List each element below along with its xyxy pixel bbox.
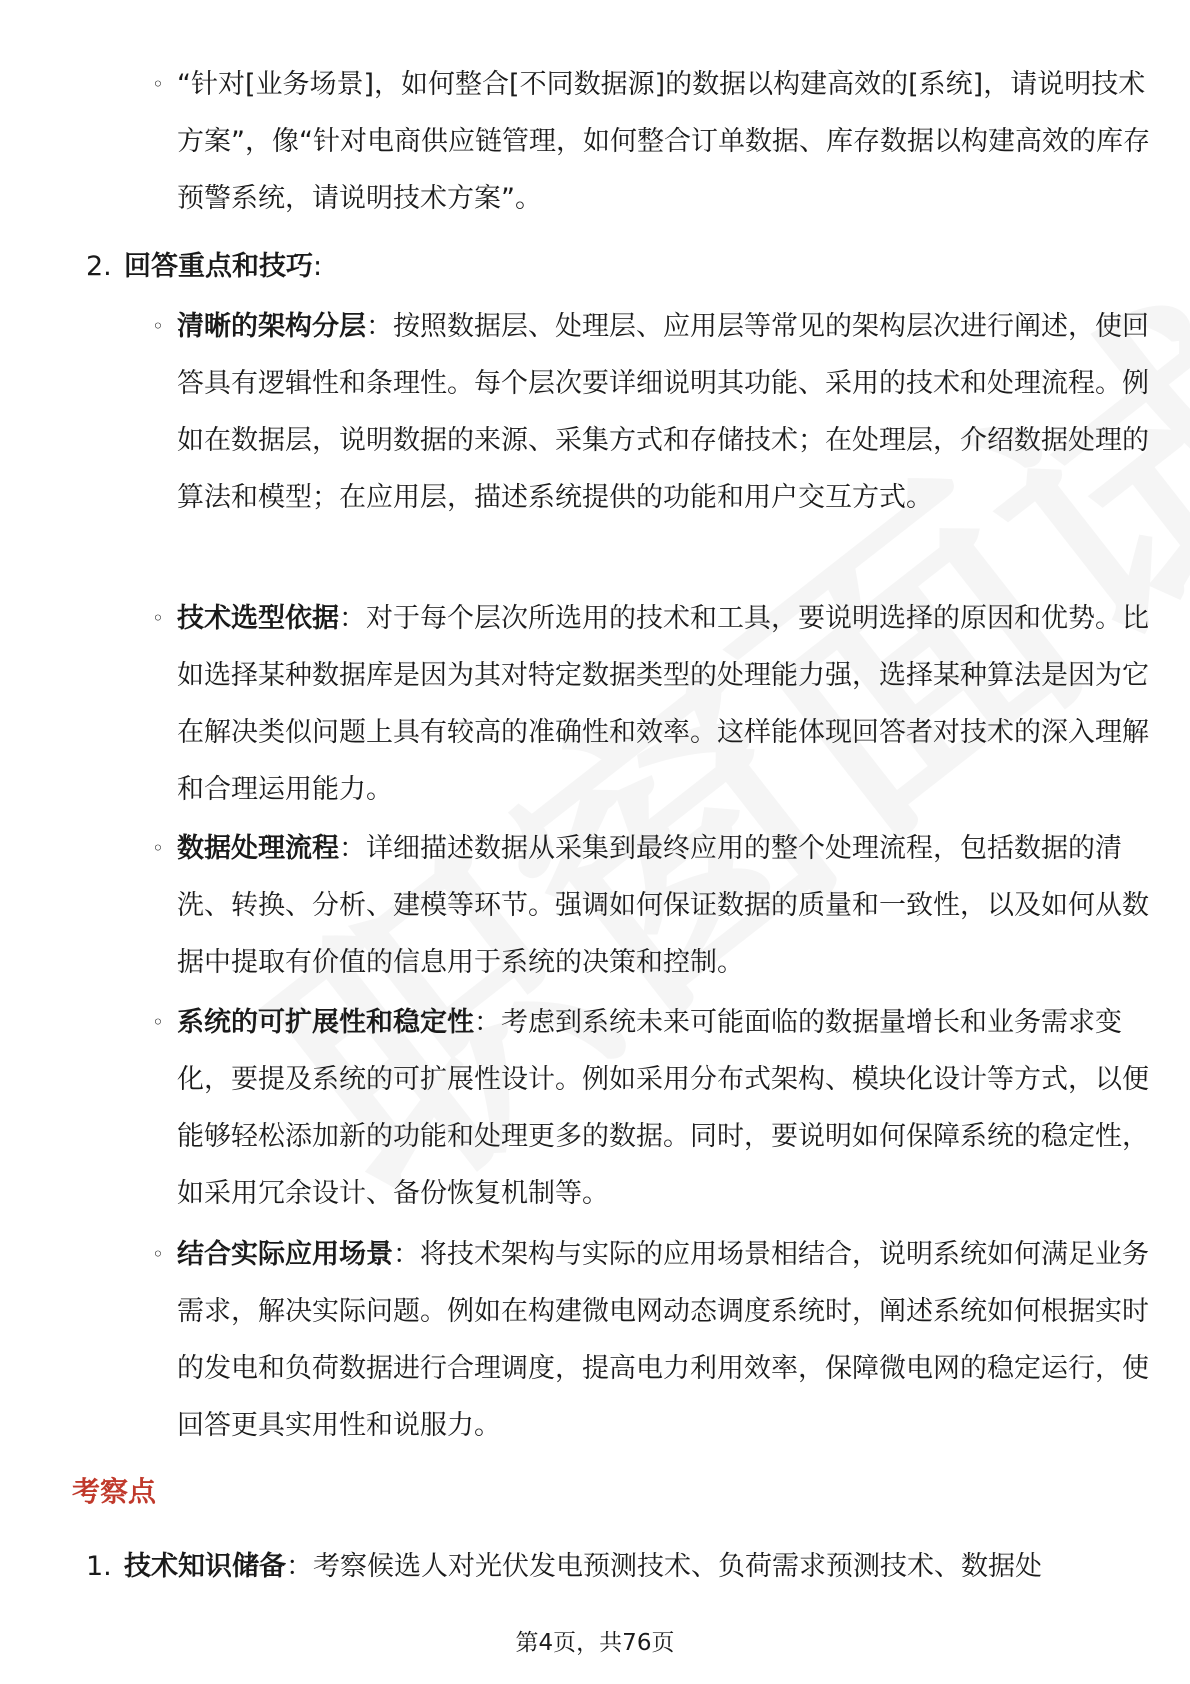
item-number: 2. [86, 251, 112, 282]
bullet-label: 系统的可扩展性和稳定性 [177, 1007, 474, 1038]
bullet-text: “针对[业务场景]，如何整合[不同数据源]的数据以构建高效的[系统]，请说明技术方案”，像“针对电商供应链管理，如何整合订单数据、库存数据以构建高效的库存预警系统，请说明技术方案”。 [177, 69, 1150, 214]
bullet-text: ：详细描述数据从采集到最终应用的整个处理流程，包括数据的清洗、转换、分析、建模等环节。强调如何保证数据的质量和一致性，以及如何从数据中提取有价值的信息用于系统的决策和控制。 [177, 833, 1149, 978]
bullet-text: ：将技术架构与实际的应用场景相结合，说明系统如何满足业务需求，解决实际问题。例如在构建微电网动态调度系统时，阐述系统如何根据实时的发电和负荷数据进行合理调度，提高电力利用效率，保障微电网的稳定运行，使回答更具实用性和说服力。 [177, 1239, 1149, 1441]
bullet-label: 数据处理流程 [177, 833, 339, 864]
list-item [152, 590, 1157, 818]
item-text: ：考察候选人对光伏发电预测技术、负荷需求预测技术、数据处 [286, 1551, 1042, 1582]
list-item [152, 1226, 1157, 1454]
bullet-text: ：按照数据层、处理层、应用层等常见的架构层次进行阐述，使回答具有逻辑性和条理性。每个层次要详细说明其功能、采用的技术和处理流程。例如在数据层，说明数据的来源、采集方式和存储技术；在处理层，介绍数据处理的算法和模型；在应用层，描述系统提供的功能和用户交互方式。 [177, 311, 1149, 513]
item-colon: : [313, 251, 323, 282]
bullet-icon: ◦ [152, 72, 164, 96]
bullet-icon: ◦ [152, 1010, 164, 1034]
bullet-icon: ◦ [152, 1242, 164, 1266]
list-item [152, 298, 1157, 526]
bullet-label: 结合实际应用场景 [177, 1239, 393, 1270]
list-item [152, 994, 1157, 1222]
section-title: 考察点 [72, 1475, 157, 1508]
bullet-icon: ◦ [152, 606, 164, 630]
bullet-label: 技术选型依据 [177, 603, 339, 634]
bullet-icon: ◦ [152, 836, 164, 860]
page-footer: 第4页，共76页 [515, 1630, 675, 1656]
item-number: 1. [86, 1551, 112, 1582]
numbered-item-2 [86, 238, 1146, 295]
bullet-text: ：对于每个层次所选用的技术和工具，要说明选择的原因和优势。比如选择某种数据库是因为其对特定数据类型的处理能力强，选择某种算法是因为它在解决类似问题上具有较高的准确性和效率。这样能体现回答者对技术的深入理解和合理运用能力。 [177, 603, 1149, 805]
bullet-label: 清晰的架构分层 [177, 311, 366, 342]
list-item [152, 820, 1157, 991]
item-title: 回答重点和技巧 [124, 251, 313, 282]
bullet-icon: ◦ [152, 314, 164, 338]
numbered-item-1 [86, 1538, 1146, 1595]
list-item [152, 56, 1157, 227]
item-label: 技术知识储备 [124, 1551, 286, 1582]
bullet-text: ：考虑到系统未来可能面临的数据量增长和业务需求变化，要提及系统的可扩展性设计。例如采用分布式架构、模块化设计等方式，以便能够轻松添加新的功能和处理更多的数据。同时，要说明如何保障系统的稳定性，如采用冗余设计、备份恢复机制等。 [177, 1007, 1149, 1209]
